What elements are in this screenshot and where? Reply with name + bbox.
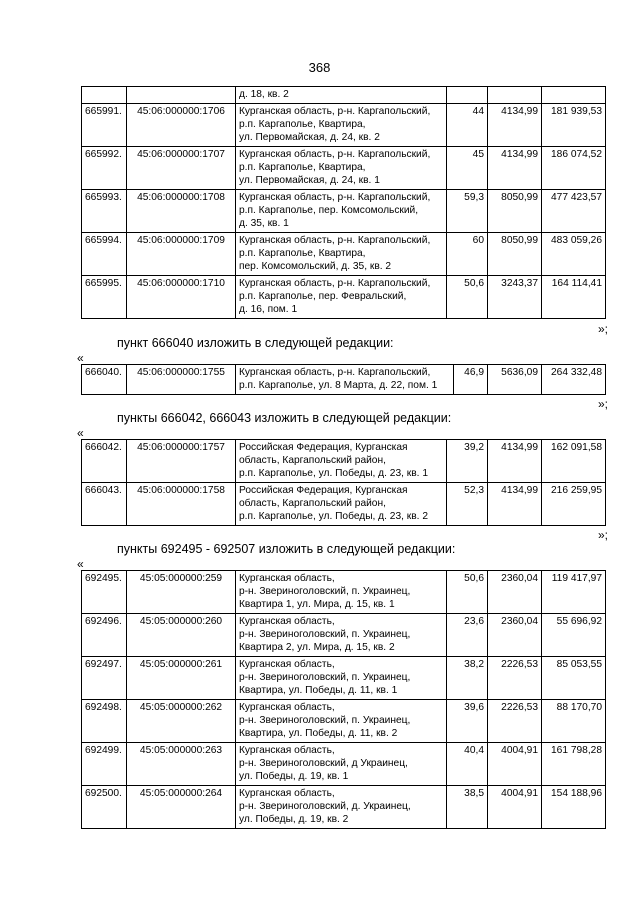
price-cell: 4134,99 <box>488 483 542 526</box>
total-cell: 161 798,28 <box>542 743 606 786</box>
registry-table-3 <box>81 439 606 526</box>
address-line: Курганская область, р-н. Каргапольский, <box>239 367 431 378</box>
address-cell <box>236 700 447 743</box>
address-line: пер. Комсомольский, д. 35, кв. 2 <box>239 261 392 272</box>
address-line: Квартира 1, ул. Мира, д. 15, кв. 1 <box>239 599 395 610</box>
total-cell: 216 259,95 <box>542 483 606 526</box>
area-cell: 38,2 <box>447 657 488 700</box>
cadastral-number-cell: 45:06:000000:1708 <box>127 190 236 233</box>
cadastral-number-cell: 45:06:000000:1710 <box>127 276 236 319</box>
cadastral-number-cell: 45:05:000000:261 <box>127 657 236 700</box>
instruction-text: пункты 692495 - 692507 изложить в следующей редакции: <box>117 542 456 556</box>
price-cell: 4134,99 <box>488 147 542 190</box>
registry-table-1 <box>81 86 606 319</box>
address-line: р-н. Звериноголовский, д Украинец, <box>239 758 408 769</box>
row-number-cell: 666043. <box>82 483 127 526</box>
address-line: Квартира 2, ул. Мира, д. 15, кв. 2 <box>239 642 395 653</box>
address-line: область, Каргапольский район, <box>239 455 386 466</box>
closing-quote-mark: »; <box>597 397 608 411</box>
address-cell <box>236 786 447 829</box>
closing-quote-mark: »; <box>597 528 608 542</box>
address-line: ул. Первомайская, д. 24, кв. 1 <box>239 175 380 186</box>
address-line: Российская Федерация, Курганская <box>239 485 408 496</box>
area-cell: 45 <box>447 147 488 190</box>
address-cell <box>236 147 447 190</box>
address-line: Курганская область, р-н. Каргапольский, <box>239 235 431 246</box>
area-cell: 23,6 <box>447 614 488 657</box>
row-number-cell: 665992. <box>82 147 127 190</box>
total-cell: 55 696,92 <box>542 614 606 657</box>
row-number-cell: 665994. <box>82 233 127 276</box>
price-cell: 4004,91 <box>488 786 542 829</box>
table-row <box>82 233 606 276</box>
cadastral-number-cell: 45:05:000000:264 <box>127 786 236 829</box>
table-row <box>82 571 606 614</box>
address-cell <box>236 365 454 395</box>
registry-table-4 <box>81 570 606 829</box>
address-line: р.п. Каргаполье, пер. Комсомольский, <box>239 205 419 216</box>
total-cell: 154 188,96 <box>542 786 606 829</box>
price-cell: 5636,09 <box>488 365 542 395</box>
total-cell: 477 423,57 <box>542 190 606 233</box>
price-cell: 2226,53 <box>488 657 542 700</box>
row-number-cell: 665991. <box>82 104 127 147</box>
address-line: р.п. Каргаполье, ул. Победы, д. 23, кв. 2 <box>239 511 428 522</box>
address-line: Курганская область, р-н. Каргапольский, <box>239 192 431 203</box>
area-cell: 39,6 <box>447 700 488 743</box>
address-line: Курганская область, р-н. Каргапольский, <box>239 278 431 289</box>
address-cell <box>236 233 447 276</box>
table-row <box>82 786 606 829</box>
cadastral-number-cell: 45:05:000000:263 <box>127 743 236 786</box>
address-line: р-н. Звериноголовский, п. Украинец, <box>239 629 411 640</box>
table-row <box>82 276 606 319</box>
address-line: Курганская область, р-н. Каргапольский, <box>239 106 431 117</box>
opening-quote-mark: « <box>77 351 84 365</box>
row-number-cell: 692500. <box>82 786 127 829</box>
address-cell <box>236 440 447 483</box>
row-number-cell: 665995. <box>82 276 127 319</box>
address-cell <box>236 483 447 526</box>
page-number: 368 <box>308 60 331 75</box>
price-cell: 4004,91 <box>488 743 542 786</box>
total-cell: 119 417,97 <box>542 571 606 614</box>
cadastral-number-cell: 45:06:000000:1757 <box>127 440 236 483</box>
opening-quote-mark: « <box>77 426 84 440</box>
address-cell: д. 18, кв. 2 <box>236 87 447 104</box>
table-row <box>82 657 606 700</box>
total-cell: 85 053,55 <box>542 657 606 700</box>
total-cell: 88 170,70 <box>542 700 606 743</box>
table-row <box>82 365 606 395</box>
cadastral-number-cell: 45:05:000000:262 <box>127 700 236 743</box>
address-line: Курганская область, <box>239 573 335 584</box>
price-cell: 4134,99 <box>488 440 542 483</box>
cadastral-number-cell: 45:06:000000:1758 <box>127 483 236 526</box>
table-row <box>82 147 606 190</box>
price-cell: 2360,04 <box>488 614 542 657</box>
address-line: р.п. Каргаполье, ул. Победы, д. 23, кв. 1 <box>239 468 428 479</box>
address-line: д. 16, пом. 1 <box>239 304 298 315</box>
total-cell: 181 939,53 <box>542 104 606 147</box>
cadastral-number-cell: 45:06:000000:1709 <box>127 233 236 276</box>
cadastral-number-cell: 45:05:000000:260 <box>127 614 236 657</box>
address-line: Курганская область, <box>239 659 335 670</box>
address-line: ул. Победы, д. 19, кв. 2 <box>239 814 349 825</box>
area-cell: 39,2 <box>447 440 488 483</box>
address-line: р-н. Звериноголовский, д. Украинец, <box>239 801 411 812</box>
address-cell <box>236 614 447 657</box>
address-line: Курганская область, р-н. Каргапольский, <box>239 149 431 160</box>
total-cell: 164 114,41 <box>542 276 606 319</box>
row-number-cell: 666040. <box>82 365 127 395</box>
address-line: р.п. Каргаполье, пер. Февральский, <box>239 291 407 302</box>
table-row <box>82 700 606 743</box>
table-row <box>82 104 606 147</box>
address-line: Российская Федерация, Курганская <box>239 442 408 453</box>
table-row <box>82 190 606 233</box>
address-line: р-н. Звериноголовский, п. Украинец, <box>239 586 411 597</box>
total-cell: 186 074,52 <box>542 147 606 190</box>
row-number-cell: 692496. <box>82 614 127 657</box>
total-cell: 264 332,48 <box>542 365 606 395</box>
cadastral-number-cell: 45:06:000000:1706 <box>127 104 236 147</box>
address-cell <box>236 190 447 233</box>
registry-table-2 <box>81 364 606 395</box>
row-number-cell: 665993. <box>82 190 127 233</box>
row-number-cell: 692497. <box>82 657 127 700</box>
row-number-cell: 692498. <box>82 700 127 743</box>
address-line: р-н. Звериноголовский, п. Украинец, <box>239 672 411 683</box>
total-cell: 162 091,58 <box>542 440 606 483</box>
address-line: р.п. Каргаполье, Квартира, <box>239 248 366 259</box>
opening-quote-mark: « <box>77 557 84 571</box>
address-line: ул. Первомайская, д. 24, кв. 2 <box>239 132 380 143</box>
address-line: р.п. Каргаполье, Квартира, <box>239 119 366 130</box>
address-line: р.п. Каргаполье, Квартира, <box>239 162 366 173</box>
address-cell <box>236 104 447 147</box>
address-line: Курганская область, <box>239 745 335 756</box>
price-cell: 4134,99 <box>488 104 542 147</box>
row-number-cell: 692495. <box>82 571 127 614</box>
area-cell: 40,4 <box>447 743 488 786</box>
area-cell: 59,3 <box>447 190 488 233</box>
cadastral-number-cell: 45:06:000000:1707 <box>127 147 236 190</box>
address-line: д. 35, кв. 1 <box>239 218 289 229</box>
cadastral-number-cell: 45:05:000000:259 <box>127 571 236 614</box>
area-cell: 46,9 <box>454 365 488 395</box>
address-cell <box>236 743 447 786</box>
address-line: Курганская область, <box>239 788 335 799</box>
address-line: Курганская область, <box>239 702 335 713</box>
address-line: область, Каргапольский район, <box>239 498 386 509</box>
address-line: Квартира, ул. Победы, д. 11, кв. 2 <box>239 728 398 739</box>
area-cell: 38,5 <box>447 786 488 829</box>
table-row <box>82 614 606 657</box>
address-line: ул. Победы, д. 19, кв. 1 <box>239 771 349 782</box>
address-line: Курганская область, <box>239 616 335 627</box>
instruction-text: пункты 666042, 666043 изложить в следующей редакции: <box>117 411 452 425</box>
address-line: Квартира, ул. Победы, д. 11, кв. 1 <box>239 685 398 696</box>
row-number-cell: 692499. <box>82 743 127 786</box>
price-cell: 2360,04 <box>488 571 542 614</box>
table-row-continuation <box>82 87 606 104</box>
address-line: р.п. Каргаполье, ул. 8 Марта, д. 22, пом. 1 <box>239 380 438 391</box>
address-cell <box>236 657 447 700</box>
address-cell <box>236 276 447 319</box>
price-cell: 8050,99 <box>488 190 542 233</box>
area-cell: 50,6 <box>447 276 488 319</box>
area-cell: 44 <box>447 104 488 147</box>
price-cell: 2226,53 <box>488 700 542 743</box>
cadastral-number-cell: 45:06:000000:1755 <box>127 365 236 395</box>
area-cell: 52,3 <box>447 483 488 526</box>
area-cell: 50,6 <box>447 571 488 614</box>
table-row <box>82 483 606 526</box>
address-cell <box>236 571 447 614</box>
table-row <box>82 743 606 786</box>
address-line: р-н. Звериноголовский, п. Украинец, <box>239 715 411 726</box>
row-number-cell: 666042. <box>82 440 127 483</box>
area-cell: 60 <box>447 233 488 276</box>
closing-quote-mark: »; <box>597 322 608 336</box>
instruction-text: пункт 666040 изложить в следующей редакции: <box>117 336 394 350</box>
price-cell: 3243,37 <box>488 276 542 319</box>
table-row <box>82 440 606 483</box>
total-cell: 483 059,26 <box>542 233 606 276</box>
price-cell: 8050,99 <box>488 233 542 276</box>
